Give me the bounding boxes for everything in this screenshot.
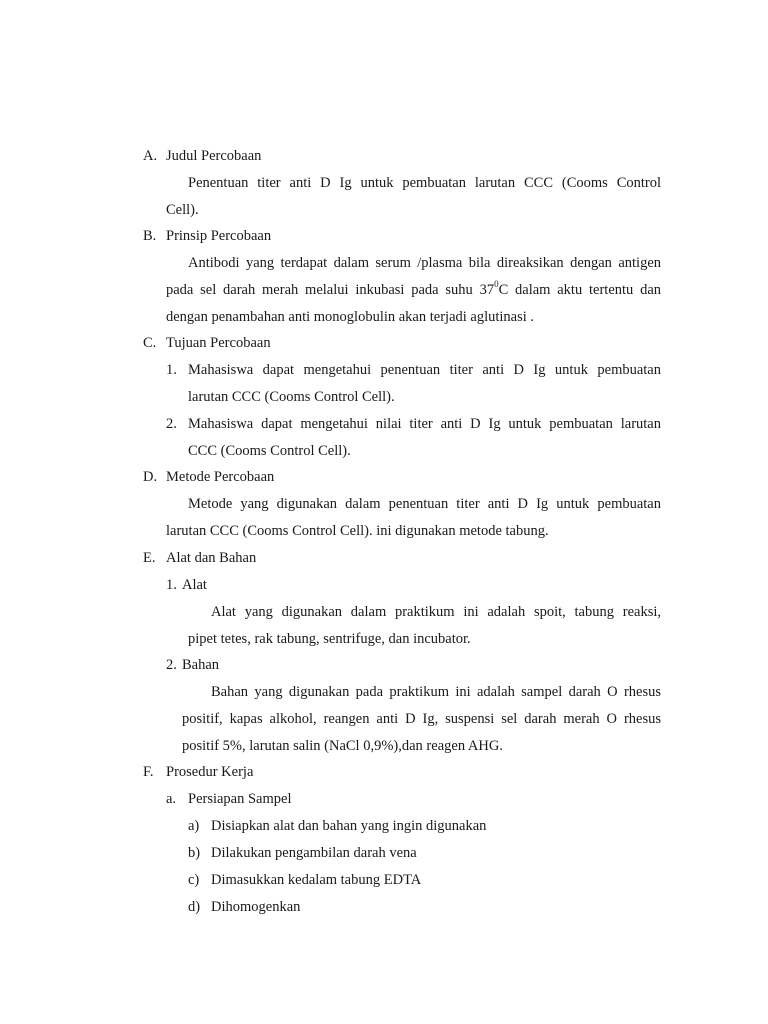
- section-b-title: Prinsip Percobaan: [166, 228, 272, 244]
- section-b-body-line: Antibodi yang terdapat dalam serum /plasma bila direaksikan dengan antigen: [188, 255, 661, 271]
- section-c-letter: C.: [143, 335, 157, 351]
- list-item-line: Mahasiswa dapat mengetahui nilai titer anti D Ig untuk pembuatan larutan: [188, 416, 661, 432]
- section-a-letter: A.: [143, 148, 158, 164]
- temp-text-post: C dalam aktu tertentu dan: [498, 282, 661, 298]
- temp-text: pada sel darah merah melalui inkubasi pada suhu 37: [166, 282, 495, 298]
- step-text: Dilakukan pengambilan darah vena: [211, 845, 417, 861]
- subsection-number: 2.: [166, 657, 177, 673]
- section-b-body-line: dengan penambahan anti monoglobulin akan terjadi aglutinasi .: [166, 309, 535, 325]
- section-a-title: Judul Percobaan: [166, 148, 262, 164]
- list-item-line: Mahasiswa dapat mengetahui penentuan titer anti D Ig untuk pembuatan: [188, 362, 661, 378]
- step-text: Disiapkan alat dan bahan yang ingin digunakan: [211, 818, 487, 834]
- subsection-number: 1.: [166, 577, 177, 593]
- section-a-body-line: Cell).: [166, 202, 199, 218]
- section-b-letter: B.: [143, 228, 157, 244]
- section-e-letter: E.: [143, 550, 156, 566]
- section-d-body-line: larutan CCC (Cooms Control Cell). ini digunakan metode tabung.: [166, 523, 549, 539]
- subsection-body-line: pipet tetes, rak tabung, sentrifuge, dan incubator.: [188, 631, 471, 647]
- step-number: c): [188, 872, 200, 888]
- step-text: Dimasukkan kedalam tabung EDTA: [211, 872, 422, 888]
- subsection-body-line: positif, kapas alkohol, reangen anti D Ig, suspensi sel darah merah O rhesus: [182, 711, 661, 727]
- subsection-body-line: positif 5%, larutan salin (NaCl 0,9%),dan reagen AHG.: [182, 738, 503, 754]
- section-e-title: Alat dan Bahan: [166, 550, 257, 566]
- subsection-title: Persiapan Sampel: [188, 791, 292, 807]
- subsection-body-line: Alat yang digunakan dalam praktikum ini adalah spoit, tabung reaksi,: [211, 604, 661, 620]
- section-a-body-line: Penentuan titer anti D Ig untuk pembuatan larutan CCC (Cooms Control: [188, 175, 661, 191]
- list-item-number: 1.: [166, 362, 177, 378]
- section-d-title: Metode Percobaan: [166, 469, 275, 485]
- section-d-body-line: Metode yang digunakan dalam penentuan titer anti D Ig untuk pembuatan: [188, 496, 661, 512]
- subsection-body-line: Bahan yang digunakan pada praktikum ini adalah sampel darah O rhesus: [211, 684, 661, 700]
- temp-superscript: 0: [494, 279, 499, 290]
- list-item-line: larutan CCC (Cooms Control Cell).: [188, 389, 395, 405]
- step-number: d): [188, 899, 201, 915]
- list-item-line: CCC (Cooms Control Cell).: [188, 443, 351, 459]
- section-c-title: Tujuan Percobaan: [166, 335, 271, 351]
- list-item-number: 2.: [166, 416, 177, 432]
- section-b-body-line: [166, 281, 661, 299]
- section-f-title: Prosedur Kerja: [166, 764, 254, 780]
- subsection-number: a.: [166, 791, 177, 807]
- section-d-letter: D.: [143, 469, 158, 485]
- subsection-title: Bahan: [182, 657, 220, 673]
- subsection-title: Alat: [182, 577, 207, 593]
- step-number: b): [188, 845, 201, 861]
- step-text: Dihomogenkan: [211, 899, 301, 915]
- section-f-letter: F.: [143, 764, 154, 780]
- step-number: a): [188, 818, 200, 834]
